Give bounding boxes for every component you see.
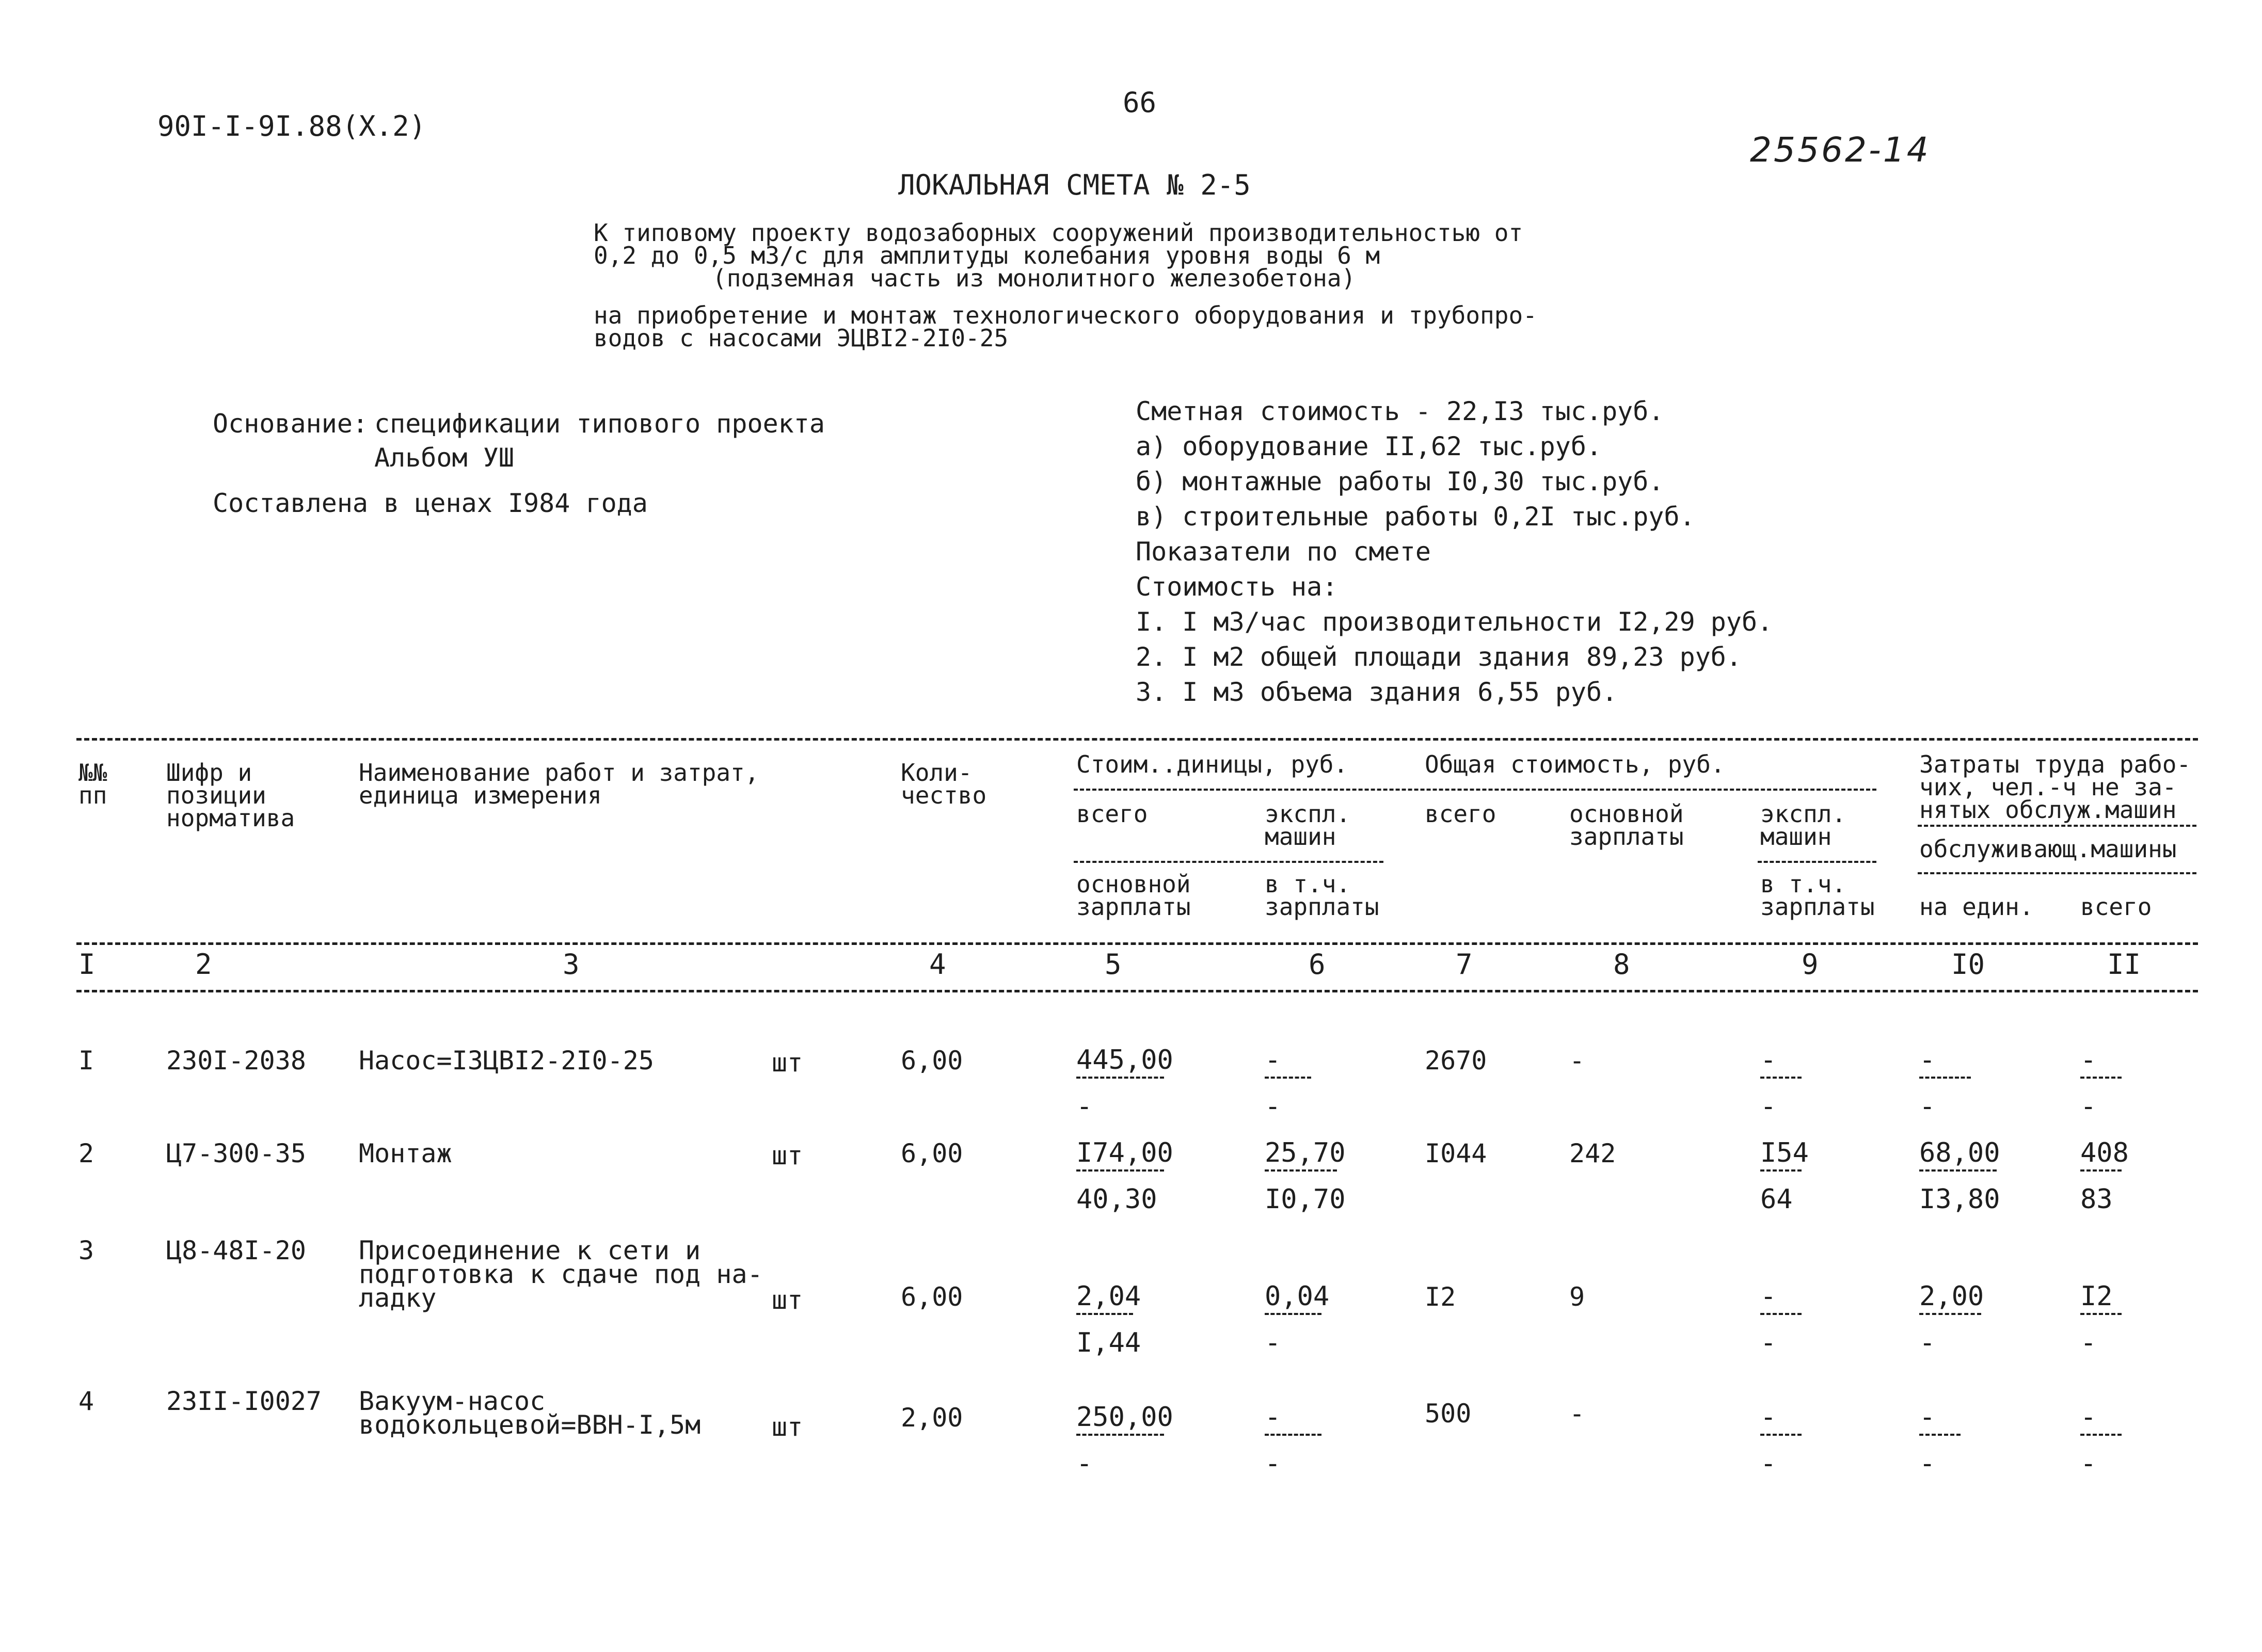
colnum-11: II	[2107, 948, 2141, 981]
colnum-10: I0	[1951, 948, 1985, 981]
basis-prices: Составлена в ценах I984 года	[213, 488, 648, 518]
row-name-line-1: Вакуум-насос	[359, 1386, 546, 1416]
row-number: I	[78, 1046, 94, 1076]
row-col7: I044	[1425, 1138, 1487, 1168]
summary-per-area: 2. I м2 общей площади здания 89,23 руб.	[1136, 642, 1742, 672]
row-col8: 242	[1569, 1138, 1616, 1168]
row-name: Насос=I3ЦВI2-2I0-25	[359, 1046, 654, 1076]
colnum-6: 6	[1309, 948, 1326, 981]
header-col9-ekspl-1: экспл.	[1760, 800, 1846, 828]
colnum-8: 8	[1613, 948, 1630, 981]
row-code: Ц8-48I-20	[166, 1236, 306, 1265]
purpose-line-2: водов с насосами ЭЦВI2-2I0-25	[594, 324, 1009, 352]
header-name-2: единица измерения	[359, 781, 602, 809]
row-qty: 2,00	[901, 1403, 963, 1433]
header-col8-salary-2: зарплаты	[1569, 823, 1684, 851]
header-qty-2: чество	[901, 781, 987, 809]
header-qty-1: Коли-	[901, 759, 973, 787]
header-code-3: норматива	[166, 804, 295, 832]
colnum-4: 4	[929, 948, 946, 981]
row-col8: -	[1569, 1046, 1585, 1076]
row-qty: 6,00	[901, 1282, 963, 1312]
summary-total: Сметная стоимость - 22,I3 тыс.руб.	[1136, 396, 1664, 426]
labor-sub-rule	[1918, 872, 2196, 874]
row-col8: -	[1569, 1399, 1585, 1429]
row-unit: шт	[772, 1412, 803, 1442]
summary-equipment: а) оборудование II,62 тыс.руб.	[1136, 431, 1602, 461]
colnum-1: I	[78, 948, 95, 981]
row-number: 3	[78, 1236, 94, 1265]
summary-per-volume: 3. I м3 объема здания 6,55 руб.	[1136, 677, 1618, 707]
row-code: 23II-I0027	[166, 1386, 322, 1416]
estimate-title: ЛОКАЛЬНАЯ СМЕТА № 2-5	[898, 169, 1251, 201]
header-num-1: №№	[78, 759, 107, 787]
inventory-number: 25562-14	[1750, 130, 1931, 170]
header-unit-cost: Стоим..диницы, руб.	[1076, 750, 1348, 778]
row-col7: 2670	[1425, 1046, 1487, 1076]
colnum-bottom-rule	[76, 990, 2198, 992]
row-unit: шт	[772, 1048, 803, 1078]
header-labor-1: Затраты труда рабо-	[1919, 750, 2191, 778]
header-col6-salary-2: зарплаты	[1265, 893, 1379, 921]
cost-group-rule	[1074, 789, 1876, 791]
header-col9-salary-1: в т.ч.	[1760, 870, 1846, 898]
table-top-rule	[76, 738, 2198, 741]
row-qty: 6,00	[901, 1046, 963, 1076]
header-col5-total: всего	[1076, 800, 1148, 828]
header-col7-total: всего	[1425, 800, 1496, 828]
summary-indicators: Показатели по смете	[1136, 537, 1431, 567]
header-col6-ekspl-2: машин	[1265, 823, 1336, 851]
ekspl-sub-rule	[1758, 861, 1876, 863]
header-col9-salary-2: зарплаты	[1760, 893, 1875, 921]
colnum-9: 9	[1802, 948, 1819, 981]
row-unit: шт	[772, 1141, 803, 1170]
header-col11-total: всего	[2080, 893, 2152, 921]
subtitle-line-1: К типовому проекту водозаборных сооружений производительностью от	[594, 219, 1523, 247]
basis-album: Альбом УШ	[374, 443, 514, 473]
row-col8: 9	[1569, 1282, 1585, 1312]
header-code-1: Шифр и	[166, 759, 252, 787]
summary-installation: б) монтажные работы I0,30 тыс.руб.	[1136, 467, 1664, 496]
header-labor-machines: обслуживающ.машины	[1919, 835, 2177, 863]
header-labor-3: нятых обслуж.машин	[1919, 796, 2177, 824]
row-name-line-2: водокольцевой=ВВН-I,5м	[359, 1410, 701, 1440]
labor-group-rule	[1918, 825, 2196, 827]
row-qty: 6,00	[901, 1138, 963, 1168]
row-name-line-3: ладку	[359, 1283, 437, 1313]
header-col6-ekspl-1: экспл.	[1265, 800, 1351, 828]
summary-per-capacity: I. I м3/час производительности I2,29 руб.	[1136, 607, 1773, 637]
unit-cost-sub-rule	[1074, 861, 1383, 863]
summary-cost-per: Стоимость на:	[1136, 572, 1338, 602]
colnum-5: 5	[1105, 948, 1122, 981]
row-col7: 500	[1425, 1399, 1472, 1429]
basis-label: Основание:	[213, 409, 369, 439]
row-col7: I2	[1425, 1282, 1456, 1312]
header-bottom-rule	[76, 942, 2198, 945]
header-total-cost: Общая стоимость, руб.	[1425, 750, 1725, 778]
row-code: Ц7-300-35	[166, 1138, 306, 1168]
header-name-1: Наименование работ и затрат,	[359, 759, 759, 787]
purpose-line-1: на приобретение и монтаж технологического оборудования и трубопро-	[594, 301, 1537, 329]
row-name-line-2: подготовка к сдаче под на-	[359, 1259, 763, 1289]
row-name-line-1: Присоединение к сети и	[359, 1236, 701, 1265]
subtitle-line-3: (подземная часть из монолитного железобетона)	[712, 264, 1356, 292]
header-col6-salary-1: в т.ч.	[1265, 870, 1351, 898]
header-col9-ekspl-2: машин	[1760, 823, 1832, 851]
header-col10-per-unit: на един.	[1919, 893, 2034, 921]
row-unit: шт	[772, 1285, 803, 1315]
row-name: Монтаж	[359, 1138, 452, 1168]
header-col8-salary-1: основной	[1569, 800, 1684, 828]
summary-construction: в) строительные работы 0,2I тыс.руб.	[1136, 502, 1695, 532]
header-col5-salary-1: основной	[1076, 870, 1191, 898]
header-col5-salary-2: зарплаты	[1076, 893, 1191, 921]
colnum-7: 7	[1456, 948, 1473, 981]
subtitle-line-2: 0,2 до 0,5 м3/с для амплитуды колебания уровня воды 6 м	[594, 242, 1380, 269]
header-code-2: позиции	[166, 781, 266, 809]
row-code: 230I-2038	[166, 1046, 306, 1076]
row-number: 4	[78, 1386, 94, 1416]
header-num-2: пп	[78, 781, 107, 809]
header-labor-2: чих, чел.-ч не за-	[1919, 773, 2177, 801]
document-code: 90I-I-9I.88(X.2)	[157, 110, 426, 142]
colnum-3: 3	[563, 948, 580, 981]
basis-text: спецификации типового проекта	[374, 409, 825, 439]
page-number: 66	[1123, 86, 1157, 119]
colnum-2: 2	[195, 948, 212, 981]
row-number: 2	[78, 1138, 94, 1168]
